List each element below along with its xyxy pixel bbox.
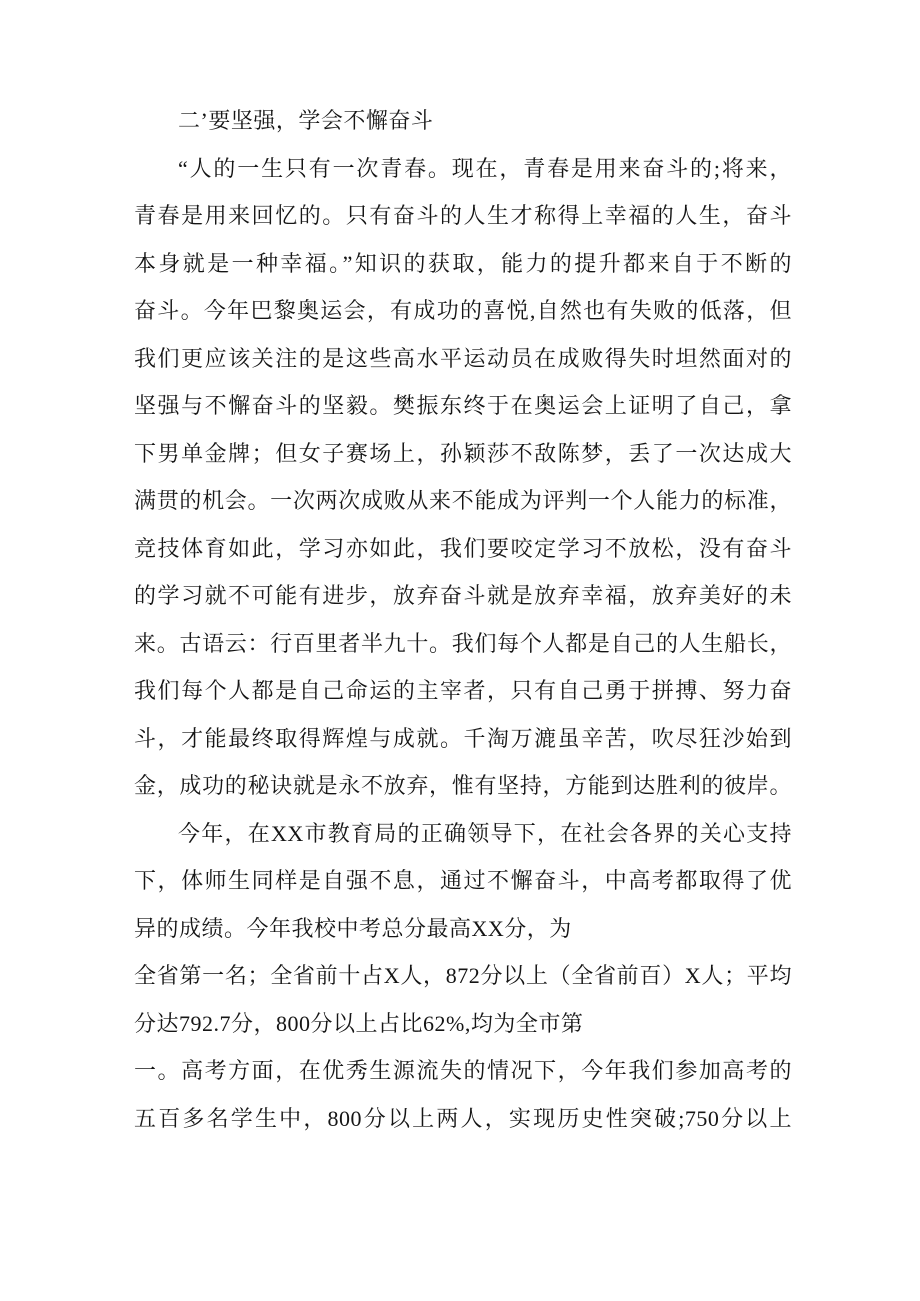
text-line: 来。古语云：行百里者半九十。我们每个人都是自己的人生船长， [134,630,792,656]
text-line: 今年，在XX市教育局的正确领导下，在社会各界的关心支持 [178,820,792,846]
text-line: 斗，才能最终取得辉煌与成就。千淘万漉虽辛苦，吹尽狂沙始到 [134,725,792,751]
text-line: 五百多名学生中，800分以上两人，实现历史性突破;750分以上 [134,1105,792,1131]
text-line: 下，体师生同样是自强不息，通过不懈奋斗，中高考都取得了优 [134,868,792,893]
section-heading: 二’要坚强，学会不懈奋斗 [178,108,434,133]
text-line: 全省第一名；全省前十占X人，872分以上（全省前百）X人；平均 [134,963,792,988]
text-line: 满贯的机会。一次两次成败从来不能成为评判一个人能力的标准， [134,488,792,513]
text-line: 分达792.7分，800分以上占比62%,均为全市第 [134,1010,584,1036]
text-line: 本身就是一种幸福。”知识的获取，能力的提升都来自于不断的 [134,250,792,276]
document-text-block [134,97,792,1142]
text-line: “人的一生只有一次青春。现在，青春是用来奋斗的;将来， [178,155,792,181]
text-line: 青春是用来回忆的。只有奋斗的人生才称得上幸福的人生，奋斗 [134,203,792,228]
text-line: 竞技体育如此，学习亦如此，我们要咬定学习不放松，没有奋斗 [134,535,792,561]
text-line: 我们更应该关注的是这些高水平运动员在成败得失时坦然面对的 [134,345,792,371]
text-line: 的学习就不可能有进步，放弃奋斗就是放弃幸福，放弃美好的未 [134,583,792,608]
text-line: 异的成绩。今年我校中考总分最高XX分，为 [134,915,572,941]
text-line: 坚强与不懈奋斗的坚毅。樊振东终于在奥运会上证明了自己，拿 [134,393,792,418]
text-line: 下男单金牌；但女子赛场上，孙颖莎不敌陈梦，丢了一次达成大 [134,440,792,466]
text-line: 我们每个人都是自己命运的主宰者，只有自己勇于拼搏、努力奋 [134,678,792,703]
text-line: 金，成功的秘诀就是永不放弃，惟有坚持，方能到达胜利的彼岸。 [134,773,792,798]
text-line: 奋斗。今年巴黎奥运会，有成功的喜悦,自然也有失败的低落，但 [134,298,792,323]
text-line: 一。高考方面，在优秀生源流失的情况下，今年我们参加高考的 [134,1058,792,1083]
